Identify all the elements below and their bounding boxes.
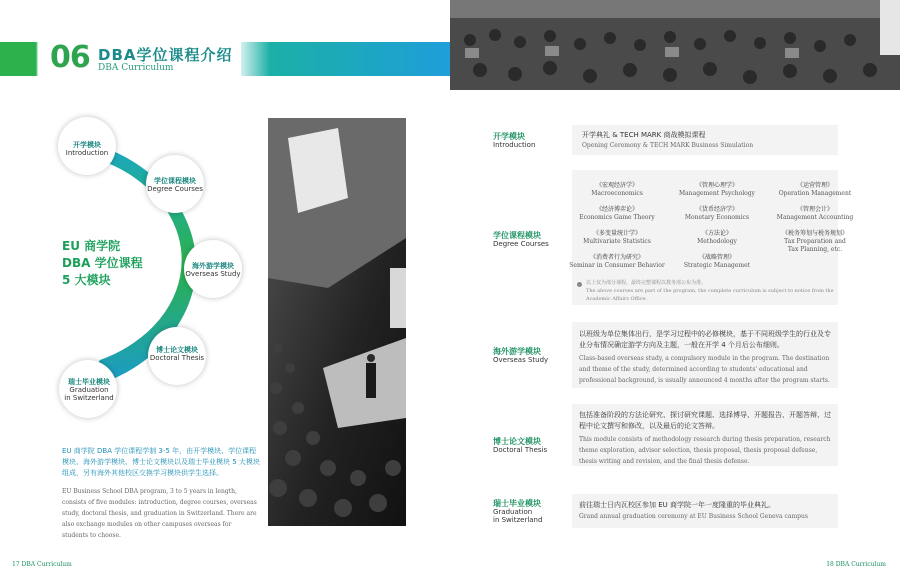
degree-note-en: The above courses are part of the program, the complete curriculum is subject to notice from the Academic Affairs Office. bbox=[586, 288, 834, 302]
thesis-text-en: This module consists of methodology research during thesis preparation, research theme exploration, advisor selection, thesis proposal, thesis proposal defense, thesis writing and revision, and the final thesis defense. bbox=[579, 436, 831, 465]
arc-node-label-en: Degree Courses bbox=[147, 185, 203, 193]
overseas-text-en: Class-based overseas study, a compulsory module in the program. The destination and theme of the study, determined according to students' educational and professional background, is usually announced 4 months after the program starts. bbox=[579, 355, 830, 384]
page-footer-right: 18 DBA Curriculum bbox=[826, 561, 886, 568]
overseas-text-cn: 以班级为单位集体出行，是学习过程中的必修模块，基于不同班级学生的行业及专业分布情况确定游学方向及主题，一般在开学 4 个月后公布细则。 bbox=[579, 330, 831, 349]
module-degree-title-en: Degree Courses bbox=[493, 240, 549, 248]
course-item: 《战略管理》 Strategic Managemet bbox=[683, 254, 751, 269]
lecture-hall-photo bbox=[268, 118, 406, 526]
intro-text-en: Opening Ceremony & TECH MARK Business Simulation bbox=[582, 142, 754, 149]
module-intro-title-en: Introduction bbox=[493, 141, 536, 149]
course-item: 《经济博弈论》 Economics Game Theory bbox=[579, 206, 655, 221]
course-item: 《消费者行为研究》 Seminar in Consumer Behavior bbox=[569, 254, 665, 269]
page-subtitle: DBA Curriculum bbox=[98, 63, 174, 73]
arc-node-label-en: Graduation bbox=[69, 386, 109, 394]
arc-node-label-en: Doctoral Thesis bbox=[149, 354, 205, 362]
course-item: 《管理会计》 Management Accounting bbox=[776, 206, 854, 221]
title-line: 5 大模块 bbox=[62, 273, 111, 287]
course-item: 《税务筹划与税务规划》 Tax Preparation and Tax Planning, etc. bbox=[781, 230, 848, 253]
module-overseas-title: 海外游学模块 bbox=[493, 347, 541, 356]
arc-node-label: 海外游学模块 bbox=[192, 262, 234, 270]
module-intro-title: 开学模块 bbox=[493, 132, 525, 141]
page-footer-left: 17 DBA Curriculum bbox=[12, 561, 72, 568]
arc-node-label: 博士论文模块 bbox=[156, 346, 198, 354]
course-item: 《宏观经济学》 Macroeconomics bbox=[591, 182, 643, 197]
program-summary-en: EU Business School DBA program, 3 to 5 years in length, consists of five modules: introduction, degree courses, overseas study, doctoral thesis, and graduation in Switzerland. There are also exchange modules on other campuses overseas for students to choose. bbox=[62, 488, 257, 539]
module-graduation-title-en: in Switzerland bbox=[493, 516, 543, 524]
module-overseas-title-en: Overseas Study bbox=[493, 356, 549, 364]
title-line: DBA 学位课程 bbox=[62, 256, 143, 270]
module-thesis-title-en: Doctoral Thesis bbox=[493, 446, 548, 454]
page-title: DBA学位课程介绍 bbox=[98, 46, 233, 64]
arc-node-label-en: Overseas Study bbox=[185, 270, 241, 278]
module-graduation-title-en: Graduation bbox=[493, 508, 533, 516]
module-graduation-title: 瑞士毕业模块 bbox=[493, 499, 541, 508]
arc-node-label-en: in Switzerland bbox=[64, 394, 114, 402]
intro-text-cn: 开学典礼 & TECH MARK 商战模拟课程 bbox=[582, 131, 706, 139]
arc-node-label: 瑞士毕业模块 bbox=[68, 378, 110, 386]
course-item: 《多变量统计学》 Multivariate Statistics bbox=[583, 230, 651, 245]
arc-node-label: 开学模块 bbox=[73, 141, 101, 149]
graduation-text-cn: 前往瑞士日内瓦校区参加 EU 商学院一年一度隆重的毕业典礼。 bbox=[579, 501, 775, 509]
audience-photo bbox=[450, 0, 900, 90]
degree-note-cn: 以上仅为部分课程，最终完整课程以教务部公布为准。 bbox=[586, 280, 707, 286]
course-item: 《运营管理》 Operation Management bbox=[778, 182, 852, 197]
section-number: 06 bbox=[50, 40, 90, 75]
title-line: EU 商学院 bbox=[62, 239, 121, 253]
arc-node-label-en: Introduction bbox=[65, 149, 109, 157]
arc-center-title bbox=[62, 238, 143, 289]
program-summary-cn: EU 商学院 DBA 学位课程学制 3-5 年，由开学模块、学位课程模块、海外游学模块、博士论文模块以及瑞士毕业模块 5 大模块组成，另有海外其他校区交换学习模块供学生选择。 bbox=[62, 447, 260, 477]
course-item: 《货币经济学》 Monetary Economics bbox=[684, 206, 750, 221]
course-item: 《管理心理学》 Management Psychology bbox=[679, 182, 755, 197]
thesis-text-cn: 包括准备阶段的方法论研究、探讨研究课题、选择博导、开题报告、开题答辩、过程中论文撰写和修改，以及最后的论文答辩。 bbox=[579, 411, 831, 430]
course-item: 《方法论》 Methodology bbox=[697, 230, 737, 245]
graduation-text-en: Grand annual graduation ceremony at EU Business School Geneva campus bbox=[579, 513, 808, 520]
module-thesis-title: 博士论文模块 bbox=[493, 437, 541, 446]
arc-node-label: 学位课程模块 bbox=[154, 177, 196, 185]
note-bullet-icon bbox=[577, 282, 582, 287]
module-degree-title: 学位课程模块 bbox=[493, 231, 541, 240]
